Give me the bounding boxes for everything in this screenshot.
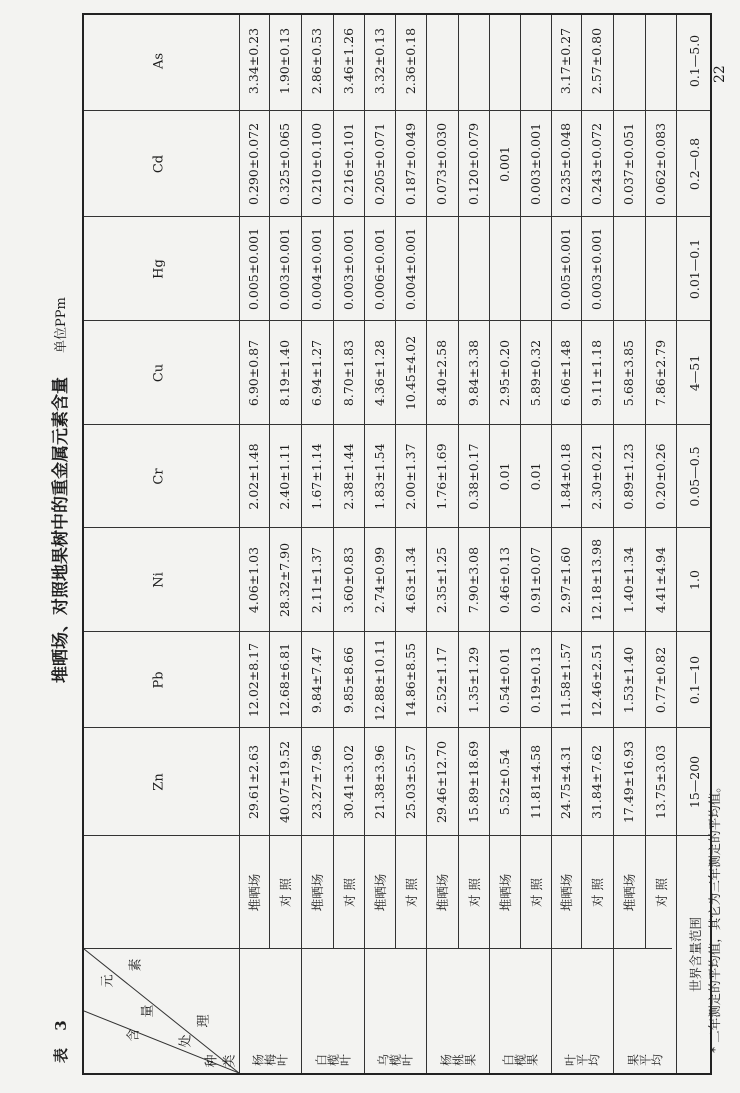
table-cell: 5.68±3.85 — [621, 339, 636, 407]
table-cell: 13.75±3.03 — [652, 744, 668, 820]
table-cell: 3.46±1.26 — [340, 27, 356, 95]
column-line — [84, 424, 710, 425]
table-cell: 8.70±1.83 — [340, 339, 356, 407]
group-label: 白榄果 — [502, 1053, 538, 1068]
group-label: 杨桃果 — [439, 1053, 476, 1068]
table-cell: 4.06±1.03 — [246, 546, 261, 614]
treatment-label: 堆晒场 — [622, 873, 637, 912]
row-line — [426, 15, 427, 1073]
row-line — [581, 15, 582, 949]
table-cell: 5.89±0.32 — [527, 339, 543, 407]
table-cell: 2.00±1.37 — [402, 443, 418, 510]
table-cell: 1.84±0.18 — [558, 443, 573, 510]
table-cell: 8.19±1.40 — [277, 339, 292, 407]
table-cell: 0.005±0.001 — [558, 227, 573, 311]
table-cell: 30.41±3.02 — [340, 744, 356, 820]
table-cell: 0.120±0.079 — [465, 122, 481, 206]
table-cell: 2.35±1.25 — [434, 546, 449, 614]
page-number: 22 — [712, 65, 728, 83]
table-cell: 2.57±0.80 — [589, 27, 604, 95]
column-line — [84, 320, 710, 321]
table-cell: 4.36±1.28 — [371, 339, 387, 407]
table-cell: 4.41±4.94 — [652, 546, 668, 614]
world-range-cell: 0.2—0.8 — [687, 137, 702, 191]
world-range-cell: 4—51 — [687, 354, 702, 392]
column-header: Hg — [151, 259, 167, 279]
table-cell: 0.46±0.13 — [496, 546, 512, 614]
table-cell: 7.90±3.08 — [465, 546, 481, 614]
table-cell: 10.45±4.02 — [402, 335, 418, 411]
column-line — [84, 631, 710, 632]
corner-label-1: 种 — [204, 1054, 220, 1068]
column-header: Pb — [151, 671, 167, 689]
table-cell: 28.32±7.90 — [277, 542, 292, 618]
table-cell: 4.63±1.34 — [402, 546, 418, 614]
column-line — [84, 727, 710, 728]
row-line — [395, 15, 396, 949]
table-cell: 0.20±0.26 — [652, 443, 668, 510]
table-cell: 0.003±0.001 — [527, 122, 543, 206]
table-cell: 11.81±4.58 — [527, 744, 543, 820]
table-cell: 9.85±8.66 — [340, 646, 356, 714]
table-cell: 12.02±8.17 — [246, 642, 261, 718]
table-cell: 0.005±0.001 — [246, 227, 261, 311]
table-cell: 9.84±7.47 — [309, 646, 324, 714]
table-cell: 2.36±0.18 — [402, 27, 418, 95]
world-range-label: 世界含量范围 — [688, 916, 703, 993]
table-cell: 3.60±0.83 — [340, 546, 356, 614]
table-cell: 0.004±0.001 — [309, 227, 324, 311]
column-header: As — [151, 52, 167, 70]
table-cell: 17.49±16.93 — [621, 740, 636, 824]
corner-label-2: 类 — [222, 1054, 238, 1068]
table-cell: 3.32±0.13 — [371, 27, 387, 95]
table-cell: 12.18±13.98 — [589, 538, 604, 622]
table-cell: 0.073±0.030 — [434, 122, 449, 206]
unit-label: 单位PPm — [54, 297, 69, 353]
column-line — [84, 216, 710, 217]
group-label: 乌榄叶 — [377, 1053, 413, 1068]
table-cell: 24.75±4.31 — [558, 744, 573, 820]
table-cell: 5.52±0.54 — [496, 748, 512, 816]
row-line — [301, 15, 302, 1073]
row-line — [613, 15, 614, 1073]
corner-label-5: 含 — [126, 1028, 142, 1042]
treatment-label: 对 照 — [278, 878, 293, 907]
table-cell: 0.38±0.17 — [465, 443, 481, 510]
table-title: 堆晒场、对照地果树中的重金属元素含量 — [51, 377, 71, 683]
row-line — [333, 15, 334, 949]
corner-label-4: 理 — [196, 1014, 212, 1028]
table-cell: 12.88±10.11 — [371, 638, 387, 722]
table-cell: 31.84±7.62 — [589, 744, 604, 820]
world-range-cell: 0.1—5.0 — [687, 34, 702, 88]
table-cell: 0.062±0.083 — [652, 122, 668, 206]
table-cell: 6.06±1.48 — [558, 339, 573, 407]
treatment-label: 堆晒场 — [559, 873, 574, 912]
table-cell: 9.84±3.38 — [465, 339, 481, 407]
row-line — [645, 15, 646, 949]
world-range-cell: 0.1—10 — [687, 655, 702, 705]
table-cell: 3.17±0.27 — [558, 27, 573, 95]
table-cell: 0.235±0.048 — [558, 122, 573, 206]
table-cell: 2.02±1.48 — [246, 443, 261, 510]
row-line — [551, 15, 552, 1073]
table-cell: 0.003±0.001 — [340, 227, 356, 311]
table-cell: 2.52±1.17 — [434, 646, 449, 714]
table-cell: 0.243±0.072 — [589, 122, 604, 206]
treatment-label: 对 照 — [341, 878, 357, 907]
row-line — [269, 15, 270, 949]
table-cell: 0.91±0.07 — [527, 546, 543, 614]
table-cell: 1.35±1.29 — [465, 646, 481, 714]
table-cell: 2.40±1.11 — [277, 443, 292, 510]
treatment-label: 堆晒场 — [435, 873, 450, 912]
table-cell: 0.325±0.065 — [277, 122, 292, 206]
table-cell: 0.003±0.001 — [589, 227, 604, 311]
table-cell: 0.003±0.001 — [277, 227, 292, 311]
table-cell: 0.290±0.072 — [246, 122, 261, 206]
table-label: 表 3 — [52, 1014, 70, 1063]
column-line — [84, 110, 710, 111]
table-cell: 1.83±1.54 — [371, 443, 387, 510]
column-header: Cr — [151, 468, 167, 485]
table-cell: 0.004±0.001 — [402, 227, 418, 311]
table-cell: 14.86±8.55 — [402, 642, 418, 718]
table-cell: 2.97±1.60 — [558, 546, 573, 614]
table-cell: 3.34±0.23 — [246, 27, 261, 95]
world-range-cell: 0.01—0.1 — [687, 238, 702, 300]
row-line — [239, 15, 240, 1073]
footnote: * 二年测定的平均值，其它为三年测定的平均值。 — [707, 780, 722, 1053]
world-range-cell: 15—200 — [687, 755, 702, 809]
table-cell: 0.77±0.82 — [652, 646, 668, 714]
table-cell: 21.38±3.96 — [371, 744, 387, 820]
corner-label-7: 元 — [100, 974, 116, 988]
row-line — [520, 15, 521, 949]
table-cell: 11.58±1.57 — [558, 642, 573, 718]
table-cell: 0.89±1.23 — [621, 443, 636, 510]
treatment-label: 对 照 — [653, 878, 669, 907]
table-cell: 40.07±19.52 — [277, 740, 292, 824]
treatment-label: 堆晒场 — [372, 873, 388, 912]
table-cell: 1.53±1.40 — [621, 646, 636, 714]
table-cell: 6.94±1.27 — [309, 339, 324, 407]
corner-label-8: 素 — [128, 958, 144, 972]
treatment-label: 堆晒场 — [247, 873, 262, 912]
table-cell: 0.205±0.071 — [371, 122, 387, 206]
treatment-label: 对 照 — [403, 878, 419, 907]
table-cell: 1.67±1.14 — [309, 443, 324, 510]
table-cell: 12.68±6.81 — [277, 642, 292, 718]
table-cell: 1.40±1.34 — [621, 546, 636, 614]
corner-label-6: 量 — [140, 1004, 156, 1018]
column-header: Zn — [151, 773, 167, 791]
column-line — [84, 835, 710, 836]
table-cell: 2.38±1.44 — [340, 443, 356, 510]
table-cell: 6.90±0.87 — [246, 339, 261, 407]
table-cell: 7.86±2.79 — [652, 339, 668, 407]
table-cell: 8.40±2.58 — [434, 339, 449, 407]
column-header: Ni — [151, 572, 167, 588]
table-cell: 0.001 — [496, 146, 512, 182]
row-line — [364, 15, 365, 1073]
column-header: Cd — [151, 154, 167, 174]
table-cell: 0.19±0.13 — [527, 646, 543, 714]
table-cell: 0.187±0.049 — [402, 122, 418, 206]
table-cell: 1.90±0.13 — [277, 27, 292, 95]
row-line — [489, 15, 490, 1073]
row-line — [458, 15, 459, 949]
column-line — [84, 527, 710, 528]
group-label: 杨梅叶 — [252, 1053, 288, 1068]
table-cell: 0.01 — [496, 462, 512, 491]
table-cell: 15.89±18.69 — [465, 740, 481, 824]
table-cell: 2.30±0.21 — [589, 443, 604, 510]
treatment-label: 对 照 — [528, 878, 544, 907]
table-cell: 2.74±0.99 — [371, 546, 387, 614]
world-range-cell: 1.0 — [687, 570, 702, 590]
group-label: 果平均 — [626, 1053, 663, 1068]
table-cell: 2.86±0.53 — [309, 27, 324, 95]
table-cell: 12.46±2.51 — [589, 642, 604, 718]
treatment-label: 堆晒场 — [497, 873, 513, 912]
column-header: Cu — [151, 363, 167, 383]
table-cell: 0.216±0.101 — [340, 122, 356, 206]
group-label: 叶平均 — [564, 1053, 600, 1068]
treatment-label: 堆晒场 — [310, 873, 325, 912]
table-cell: 0.54±0.01 — [496, 646, 512, 714]
table-cell: 29.46±12.70 — [434, 740, 449, 824]
group-label: 白榄叶 — [314, 1053, 351, 1068]
table-cell: 2.11±1.37 — [309, 546, 324, 614]
table-cell: 2.95±0.20 — [496, 339, 512, 407]
table-cell: 25.03±5.57 — [402, 744, 418, 820]
table-cell: 29.61±2.63 — [246, 744, 261, 820]
table-cell: 0.210±0.100 — [309, 122, 324, 206]
world-range-cell: 0.05—0.5 — [687, 446, 702, 507]
corner-label-3: 处 — [178, 1034, 194, 1048]
table-cell: 0.006±0.001 — [371, 227, 387, 311]
table-cell: 0.01 — [527, 462, 543, 491]
table-cell: 0.037±0.051 — [621, 122, 636, 206]
table-cell: 23.27±7.96 — [309, 744, 324, 820]
treatment-label: 对 照 — [590, 878, 605, 907]
treatment-label: 对 照 — [466, 878, 482, 907]
data-table — [82, 13, 712, 1075]
table-cell: 9.11±1.18 — [589, 339, 604, 407]
row-line — [676, 15, 677, 1073]
table-cell: 1.76±1.69 — [434, 443, 449, 510]
